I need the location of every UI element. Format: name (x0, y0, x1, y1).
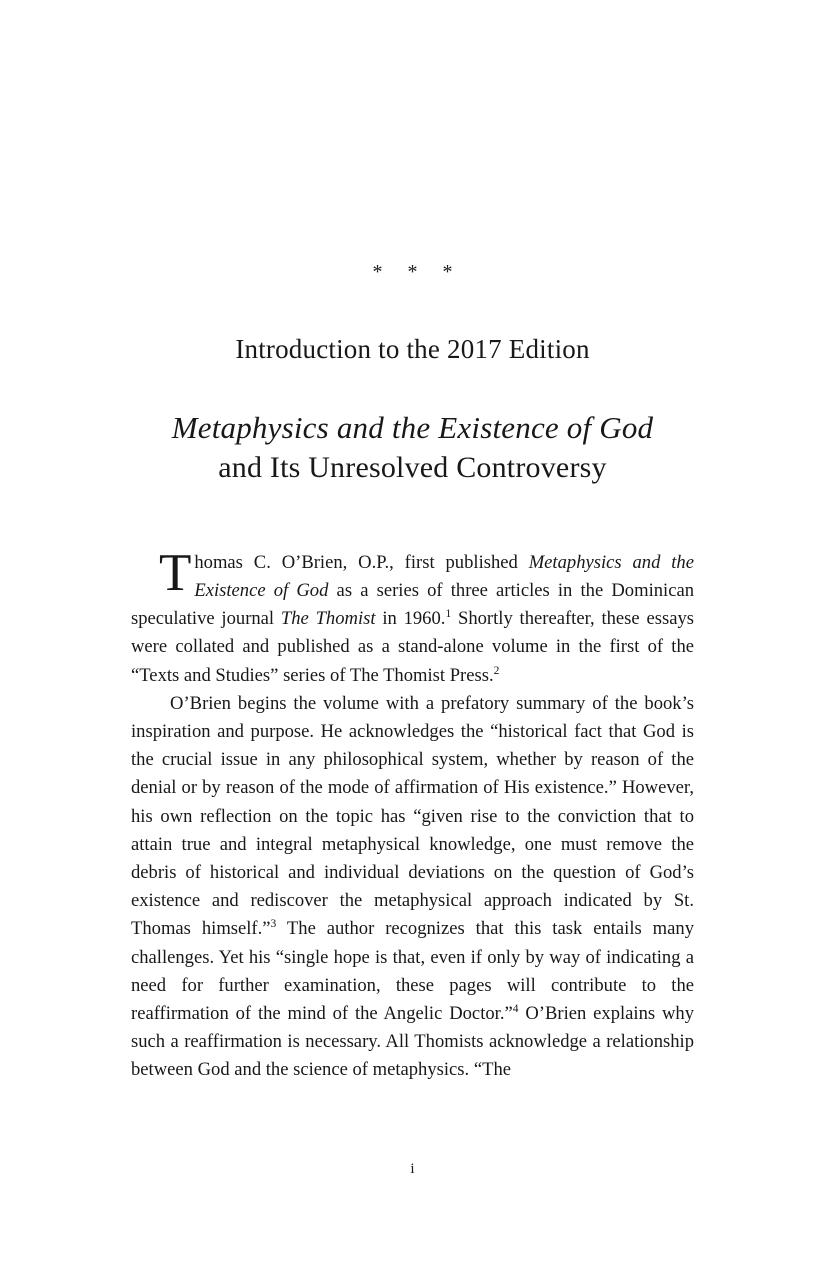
paragraph-1-run-2: as a series of three articles in the Dominican speculative journal (131, 580, 695, 630)
paragraph-1 (131, 543, 695, 690)
paragraph-1-run-1: homas C. O’Brien, O.P., first published (194, 551, 529, 573)
footnote-marker-3[interactable]: 3 (270, 918, 277, 931)
drop-cap-letter: T (159, 543, 192, 602)
paragraph-2-run-1: O’Brien begins the volume with a prefatory summary of the book’s inspiration and purpose. He acknowledges the “historical fact that God is the crucial issue in any philosophical system, whether by reason of the denial or by reason of the mode of affirmation of His existence.” However, his own reflection on the topic has “given rise to the conviction that to attain true and integral metaphysical knowledge, one must remove the debris of historical and individual deviations on the question of God’s existence and rediscover the metaphysical approach indicated by St. Thomas himself.” (131, 692, 694, 940)
asterism-separator-icon: * * * (372, 261, 463, 283)
footnote-marker-2[interactable]: 2 (493, 664, 500, 677)
paragraph-2-run-2: The author recognizes that this task entails many challenges. Yet his “single hope is that, even if only by way of indicating a need for further examination, these pages will contribute to the reaffirmation of the mind of the Angelic Doctor.” (131, 918, 694, 1025)
journal-title-italic: The Thomist (280, 608, 376, 630)
footnote-marker-1[interactable]: 1 (445, 608, 452, 621)
edition-subtitle: Introduction to the 2017 Edition (235, 334, 590, 364)
paragraph-2-run-3: O’Brien explains why such a reaffirmation is necessary. All Thomists acknowledge a relationship between God and the science of metaphysics. “The (131, 1003, 694, 1081)
chapter-title-line-2: and Its Unresolved Controversy (218, 450, 607, 484)
paragraph-1-run-3: in 1960. (375, 608, 446, 630)
body-text (131, 543, 695, 1085)
chapter-title-line-1: Metaphysics and the Existence of God (171, 410, 654, 446)
paragraph-1-run-4: Shortly thereafter, these essays were collated and published as a stand-alone volume in the first of the “Texts and Studies” series of The Thomist Press. (131, 608, 694, 686)
chapter-title-block (131, 409, 694, 487)
footnote-marker-4[interactable]: 4 (512, 1002, 519, 1015)
page-number: i (410, 1161, 415, 1177)
page-content-column (131, 0, 694, 1085)
paragraph-2 (131, 690, 694, 1085)
book-title-italic-1: Metaphysics and the Existence of God (194, 551, 694, 601)
